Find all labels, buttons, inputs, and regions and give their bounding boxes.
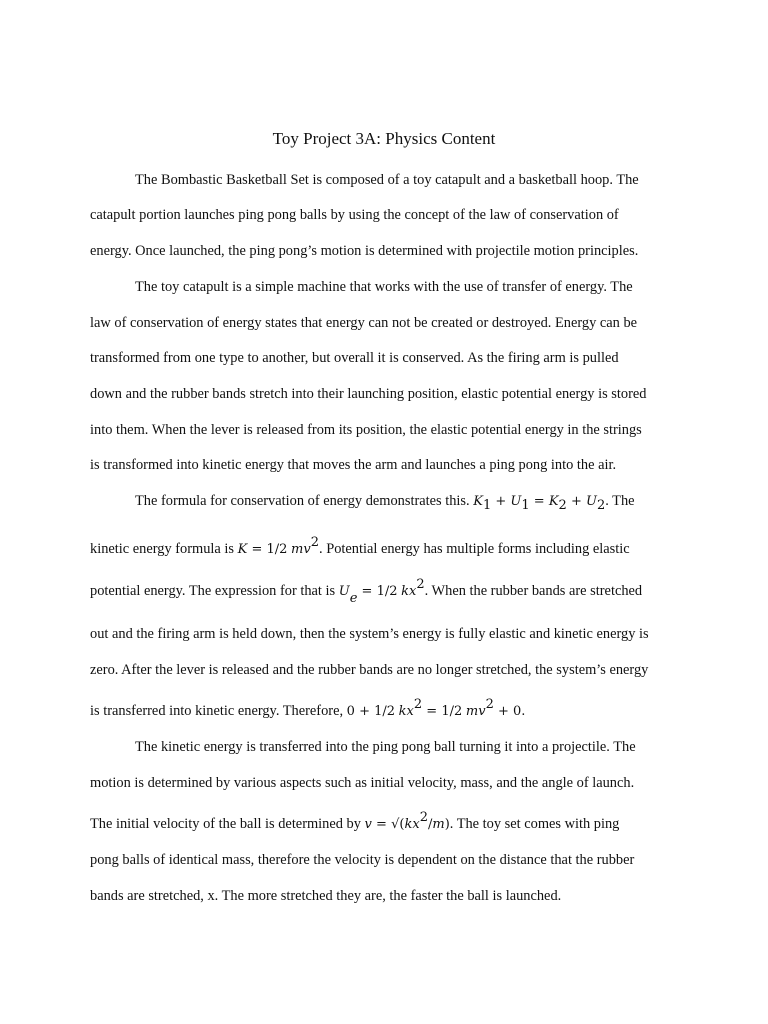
text-line: transformed from one type to another, but overall it is conserved. As the firing arm is pulled: [90, 350, 619, 366]
text-line: [90, 535, 680, 560]
text-line: law of conservation of energy states that energy can not be created or destroyed. Energy can be: [90, 315, 638, 331]
energy-balance-formula: 0 + 1/2 $kx^2 = 1/2$ $mv^2 + 0$.: [346, 697, 526, 719]
text-run: is transferred into kinetic energy. Therefore,: [90, 703, 347, 719]
velocity-formula: $v = √(kx^2/m)$: [364, 810, 450, 832]
text-line: is transformed into kinetic energy that moves the arm and launches a ping pong into the air.: [90, 457, 617, 473]
text-run: . The: [605, 493, 635, 509]
text-line: out and the firing arm is held down, then the system’s energy is fully elastic and kinetic energy is: [90, 626, 649, 642]
text-line: [135, 491, 725, 512]
text-line: zero. After the lever is released and the rubber bands are no longer stretched, the system’s energy: [90, 662, 649, 678]
text-line: pong balls of identical mass, therefore the velocity is dependent on the distance that the rubber: [90, 852, 635, 868]
text-line: motion is determined by various aspects such as initial velocity, mass, and the angle of launch.: [90, 775, 635, 791]
text-line: [90, 810, 680, 835]
text-run: . When the rubber bands are stretched: [424, 583, 643, 599]
text-run: The formula for conservation of energy demonstrates this.: [135, 493, 474, 509]
text-line: The Bombastic Basketball Set is composed of a toy catapult and a basketball hoop. The: [135, 172, 639, 188]
text-line: [90, 697, 680, 722]
conservation-formula: $K_1 + U_1 = K_2 + U_2$: [473, 494, 606, 513]
text-line: The kinetic energy is transferred into the ping pong ball turning it into a projectile. The: [135, 739, 636, 755]
text-line: bands are stretched, x. The more stretched they are, the faster the ball is launched.: [90, 888, 562, 904]
kinetic-energy-formula: K = 1/2 $mv^2$: [237, 535, 319, 557]
text-run: potential energy. The expression for that is: [90, 583, 339, 599]
text-run: . The toy set comes with ping: [449, 816, 620, 832]
text-line: energy. Once launched, the ping pong’s motion is determined with projectile motion principles.: [90, 243, 639, 259]
text-line: down and the rubber bands stretch into their launching position, elastic potential energy is stored: [90, 386, 647, 402]
text-line: [90, 577, 680, 606]
text-line: The toy catapult is a simple machine that works with the use of transfer of energy. The: [135, 279, 633, 295]
elastic-potential-formula: $U_e = 1/2$ $kx^2$: [338, 577, 425, 606]
text-line: catapult portion launches ping pong balls by using the concept of the law of conservation of: [90, 207, 619, 223]
page-title: Toy Project 3A: Physics Content: [272, 129, 496, 148]
text-line: into them. When the lever is released from its position, the elastic potential energy in the strings: [90, 422, 642, 438]
text-run: kinetic energy formula is: [90, 541, 238, 557]
text-run: . Potential energy has multiple forms including elastic: [319, 541, 630, 557]
text-run: The initial velocity of the ball is determined by: [90, 816, 365, 832]
